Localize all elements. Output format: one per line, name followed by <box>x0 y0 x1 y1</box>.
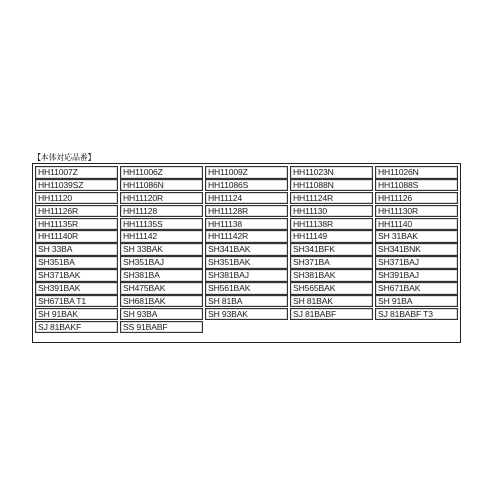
model-cell: SH671BAK <box>375 282 458 295</box>
model-cell: HH11009Z <box>205 166 288 179</box>
model-cell: HH11007Z <box>35 166 118 179</box>
compatible-models-heading: 【本体対応品番】 <box>33 153 96 162</box>
model-cell: HH11120R <box>120 192 203 205</box>
model-cell: SH 93BA <box>120 308 203 321</box>
model-cell: SJ 81BABF <box>290 308 373 321</box>
model-cell: SH371BAK <box>35 269 118 282</box>
model-cell: SH475BAK <box>120 282 203 295</box>
model-cell: SH351BAJ <box>120 256 203 269</box>
model-cell: HH11140 <box>375 218 458 231</box>
model-cell: HH11039SZ <box>35 179 118 192</box>
model-cell: SH561BAK <box>205 282 288 295</box>
model-cell: SH 81BAK <box>290 295 373 308</box>
model-cell: SH 33BA <box>35 243 118 256</box>
model-cell: HH11086N <box>120 179 203 192</box>
model-cell: SH371BA <box>290 256 373 269</box>
model-cell: SH351BA <box>35 256 118 269</box>
model-cell: SH371BAJ <box>375 256 458 269</box>
model-cell: HH11026N <box>375 166 458 179</box>
model-cell: HH11128R <box>205 205 288 218</box>
model-cell: SH565BAK <box>290 282 373 295</box>
model-cell: SH341BFK <box>290 243 373 256</box>
model-cell: HH11135R <box>35 218 118 231</box>
compatible-models-table <box>32 163 461 343</box>
model-cell: HH11149 <box>290 230 373 243</box>
model-cell: HH11142 <box>120 230 203 243</box>
model-cell: SH 91BAK <box>35 308 118 321</box>
model-cell: SH341BNK <box>375 243 458 256</box>
model-cell: HH11088S <box>375 179 458 192</box>
model-cell: SS 91BABF <box>120 321 203 334</box>
model-cell: HH11128 <box>120 205 203 218</box>
model-cell: HH11138 <box>205 218 288 231</box>
model-cell: HH11088N <box>290 179 373 192</box>
model-cell: HH11142R <box>205 230 288 243</box>
model-cell: HH11124R <box>290 192 373 205</box>
model-cell: HH11023N <box>290 166 373 179</box>
model-cell: SH381BAK <box>290 269 373 282</box>
model-cell: HH11130 <box>290 205 373 218</box>
model-cell: SH351BAK <box>205 256 288 269</box>
model-cell: SH671BA T1 <box>35 295 118 308</box>
model-cell: SH 31BAK <box>375 230 458 243</box>
model-cell: SH 33BAK <box>120 243 203 256</box>
model-cell: SH391BAK <box>35 282 118 295</box>
model-cell: HH11120 <box>35 192 118 205</box>
model-cell: SH341BAK <box>205 243 288 256</box>
model-cell: HH11086S <box>205 179 288 192</box>
model-cell: SH681BAK <box>120 295 203 308</box>
model-cell: SJ 81BAKF <box>35 321 118 334</box>
model-cell: HH11130R <box>375 205 458 218</box>
model-cell: HH11140R <box>35 230 118 243</box>
model-cell: SH381BA <box>120 269 203 282</box>
model-cell: HH11124 <box>205 192 288 205</box>
model-cell: HH11126R <box>35 205 118 218</box>
model-cell: HH11006Z <box>120 166 203 179</box>
model-cell: SH391BAJ <box>375 269 458 282</box>
model-cell: SH381BAJ <box>205 269 288 282</box>
model-cell: SJ 81BABF T3 <box>375 308 458 321</box>
model-cell: SH 91BA <box>375 295 458 308</box>
model-cell: HH11135S <box>120 218 203 231</box>
model-cell: SH 81BA <box>205 295 288 308</box>
model-cell: SH 93BAK <box>205 308 288 321</box>
model-cell: HH11138R <box>290 218 373 231</box>
model-cell: HH11126 <box>375 192 458 205</box>
